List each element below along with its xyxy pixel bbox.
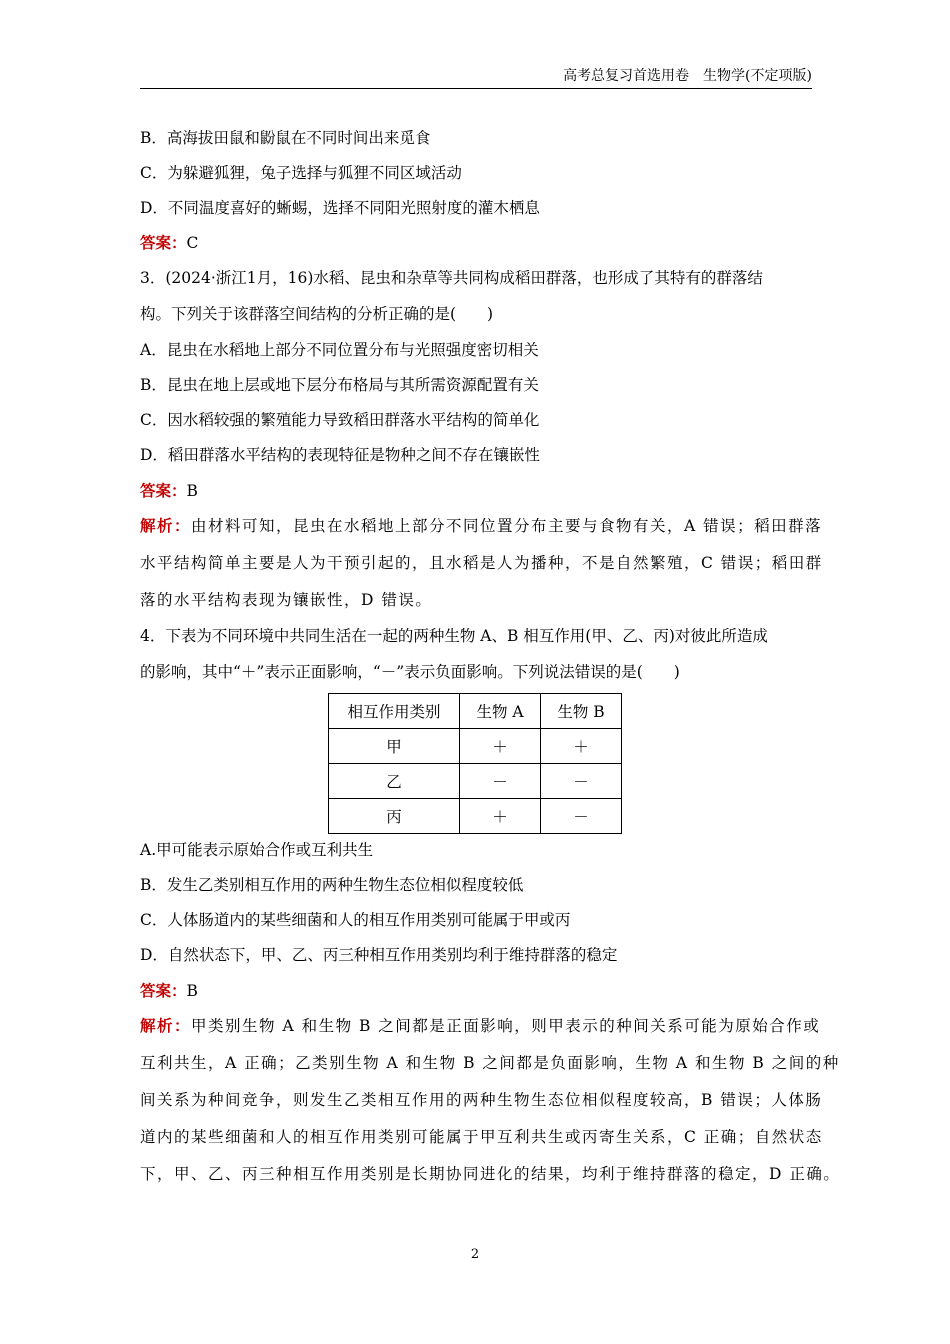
table-row [329, 799, 622, 834]
q4-answer [140, 981, 820, 1001]
answer-label: 答案： [140, 981, 187, 1000]
interaction-table [328, 693, 622, 834]
q3-option-a: A．昆虫在水稻地上部分不同位置分布与光照强度密切相关 [140, 341, 539, 359]
q4-analysis-line-3: 间关系为种间竞争，则发生乙类相互作用的两种生物生态位相似程度较高，B 错误；人体肠 [140, 1091, 823, 1109]
q2-option-d: D．不同温度喜好的蜥蜴，选择不同阳光照射度的灌木栖息 [140, 199, 540, 217]
table-header-row [329, 694, 622, 729]
page-number: 2 [470, 1247, 480, 1262]
table-cell: 乙 [329, 764, 460, 799]
q3-option-b: B．昆虫在地上层或地下层分布格局与其所需资源配置有关 [140, 376, 539, 394]
q2-option-b: B．高海拔田鼠和鼢鼠在不同时间出来觅食 [140, 129, 431, 147]
q4-option-a: A.甲可能表示原始合作或互利共生 [140, 841, 374, 859]
table-cell: － [541, 799, 622, 834]
q3-analysis-line-2: 水平结构简单主要是人为干预引起的，且水稻是人为播种，不是自然繁殖，C 错误；稻田群 [140, 554, 823, 572]
q2-answer [140, 233, 820, 253]
q4-stem-line-1: 4．下表为不同环境中共同生活在一起的两种生物 A、B 相互作用(甲、乙、丙)对彼此所造成 [140, 627, 768, 645]
q3-option-c: C．因水稻较强的繁殖能力导致稻田群落水平结构的简单化 [140, 411, 540, 429]
q4-analysis-line-5: 下，甲、乙、丙三种相互作用类别是长期协同进化的结果，均利于维持群落的稳定，D 正确。 [140, 1165, 841, 1183]
analysis-text: 甲类别生物 A 和生物 B 之间都是正面影响，则甲表示的种间关系可能为原始合作或 [191, 1017, 821, 1035]
q3-stem-line-1: 3．(2024·浙江1月，16)水稻、昆虫和杂草等共同构成稻田群落，也形成了其特有的群落结 [140, 269, 763, 287]
answer-value: B [186, 982, 198, 1000]
header-rule [140, 88, 812, 89]
q4-option-b: B．发生乙类别相互作用的两种生物生态位相似程度较低 [140, 876, 524, 894]
table-row [329, 764, 622, 799]
q4-option-d: D．自然状态下，甲、乙、丙三种相互作用类别均利于维持群落的稳定 [140, 946, 618, 964]
q3-analysis-line-3: 落的水平结构表现为镶嵌性，D 错误。 [140, 591, 433, 609]
q2-option-c: C．为躲避狐狸，兔子选择与狐狸不同区域活动 [140, 164, 462, 182]
analysis-label: 解析： [140, 1016, 192, 1035]
table-cell: 丙 [329, 799, 460, 834]
analysis-label: 解析： [140, 516, 192, 535]
q4-analysis-line-2: 互利共生，A 正确；乙类别生物 A 和生物 B 之间都是负面影响，生物 A 和生物 B 之间的种 [140, 1054, 840, 1072]
table-header-cell: 生物 B [541, 694, 622, 729]
q4-option-c: C．人体肠道内的某些细菌和人的相互作用类别可能属于甲或丙 [140, 911, 571, 929]
q4-analysis-line-1 [140, 1016, 820, 1036]
table-cell: － [541, 764, 622, 799]
page-header: 高考总复习首选用卷 生物学(不定项版) [563, 68, 812, 84]
q4-analysis-line-4: 道内的某些细菌和人的相互作用类别可能属于甲互利共生或丙寄生关系，C 正确；自然状态 [140, 1128, 823, 1146]
analysis-text: 由材料可知，昆虫在水稻地上部分不同位置分布主要与食物有关，A 错误；稻田群落 [191, 517, 823, 535]
table-cell: ＋ [460, 799, 541, 834]
table-cell: － [460, 764, 541, 799]
q3-option-d: D．稻田群落水平结构的表现特征是物种之间不存在镶嵌性 [140, 446, 540, 464]
table-row [329, 729, 622, 764]
table-header-cell: 相互作用类别 [329, 694, 460, 729]
answer-label: 答案： [140, 233, 187, 252]
q3-stem-line-2: 构。下列关于该群落空间结构的分析正确的是( ) [140, 305, 494, 323]
table-header-cell: 生物 A [460, 694, 541, 729]
table-cell: ＋ [541, 729, 622, 764]
table-cell: ＋ [460, 729, 541, 764]
q3-answer [140, 481, 820, 501]
q3-analysis-line-1 [140, 516, 823, 536]
answer-value: C [186, 234, 199, 252]
q4-stem-line-2: 的影响，其中“＋”表示正面影响，“－”表示负面影响。下列说法错误的是( ) [140, 663, 680, 681]
table-cell: 甲 [329, 729, 460, 764]
answer-value: B [186, 482, 198, 500]
answer-label: 答案： [140, 481, 187, 500]
